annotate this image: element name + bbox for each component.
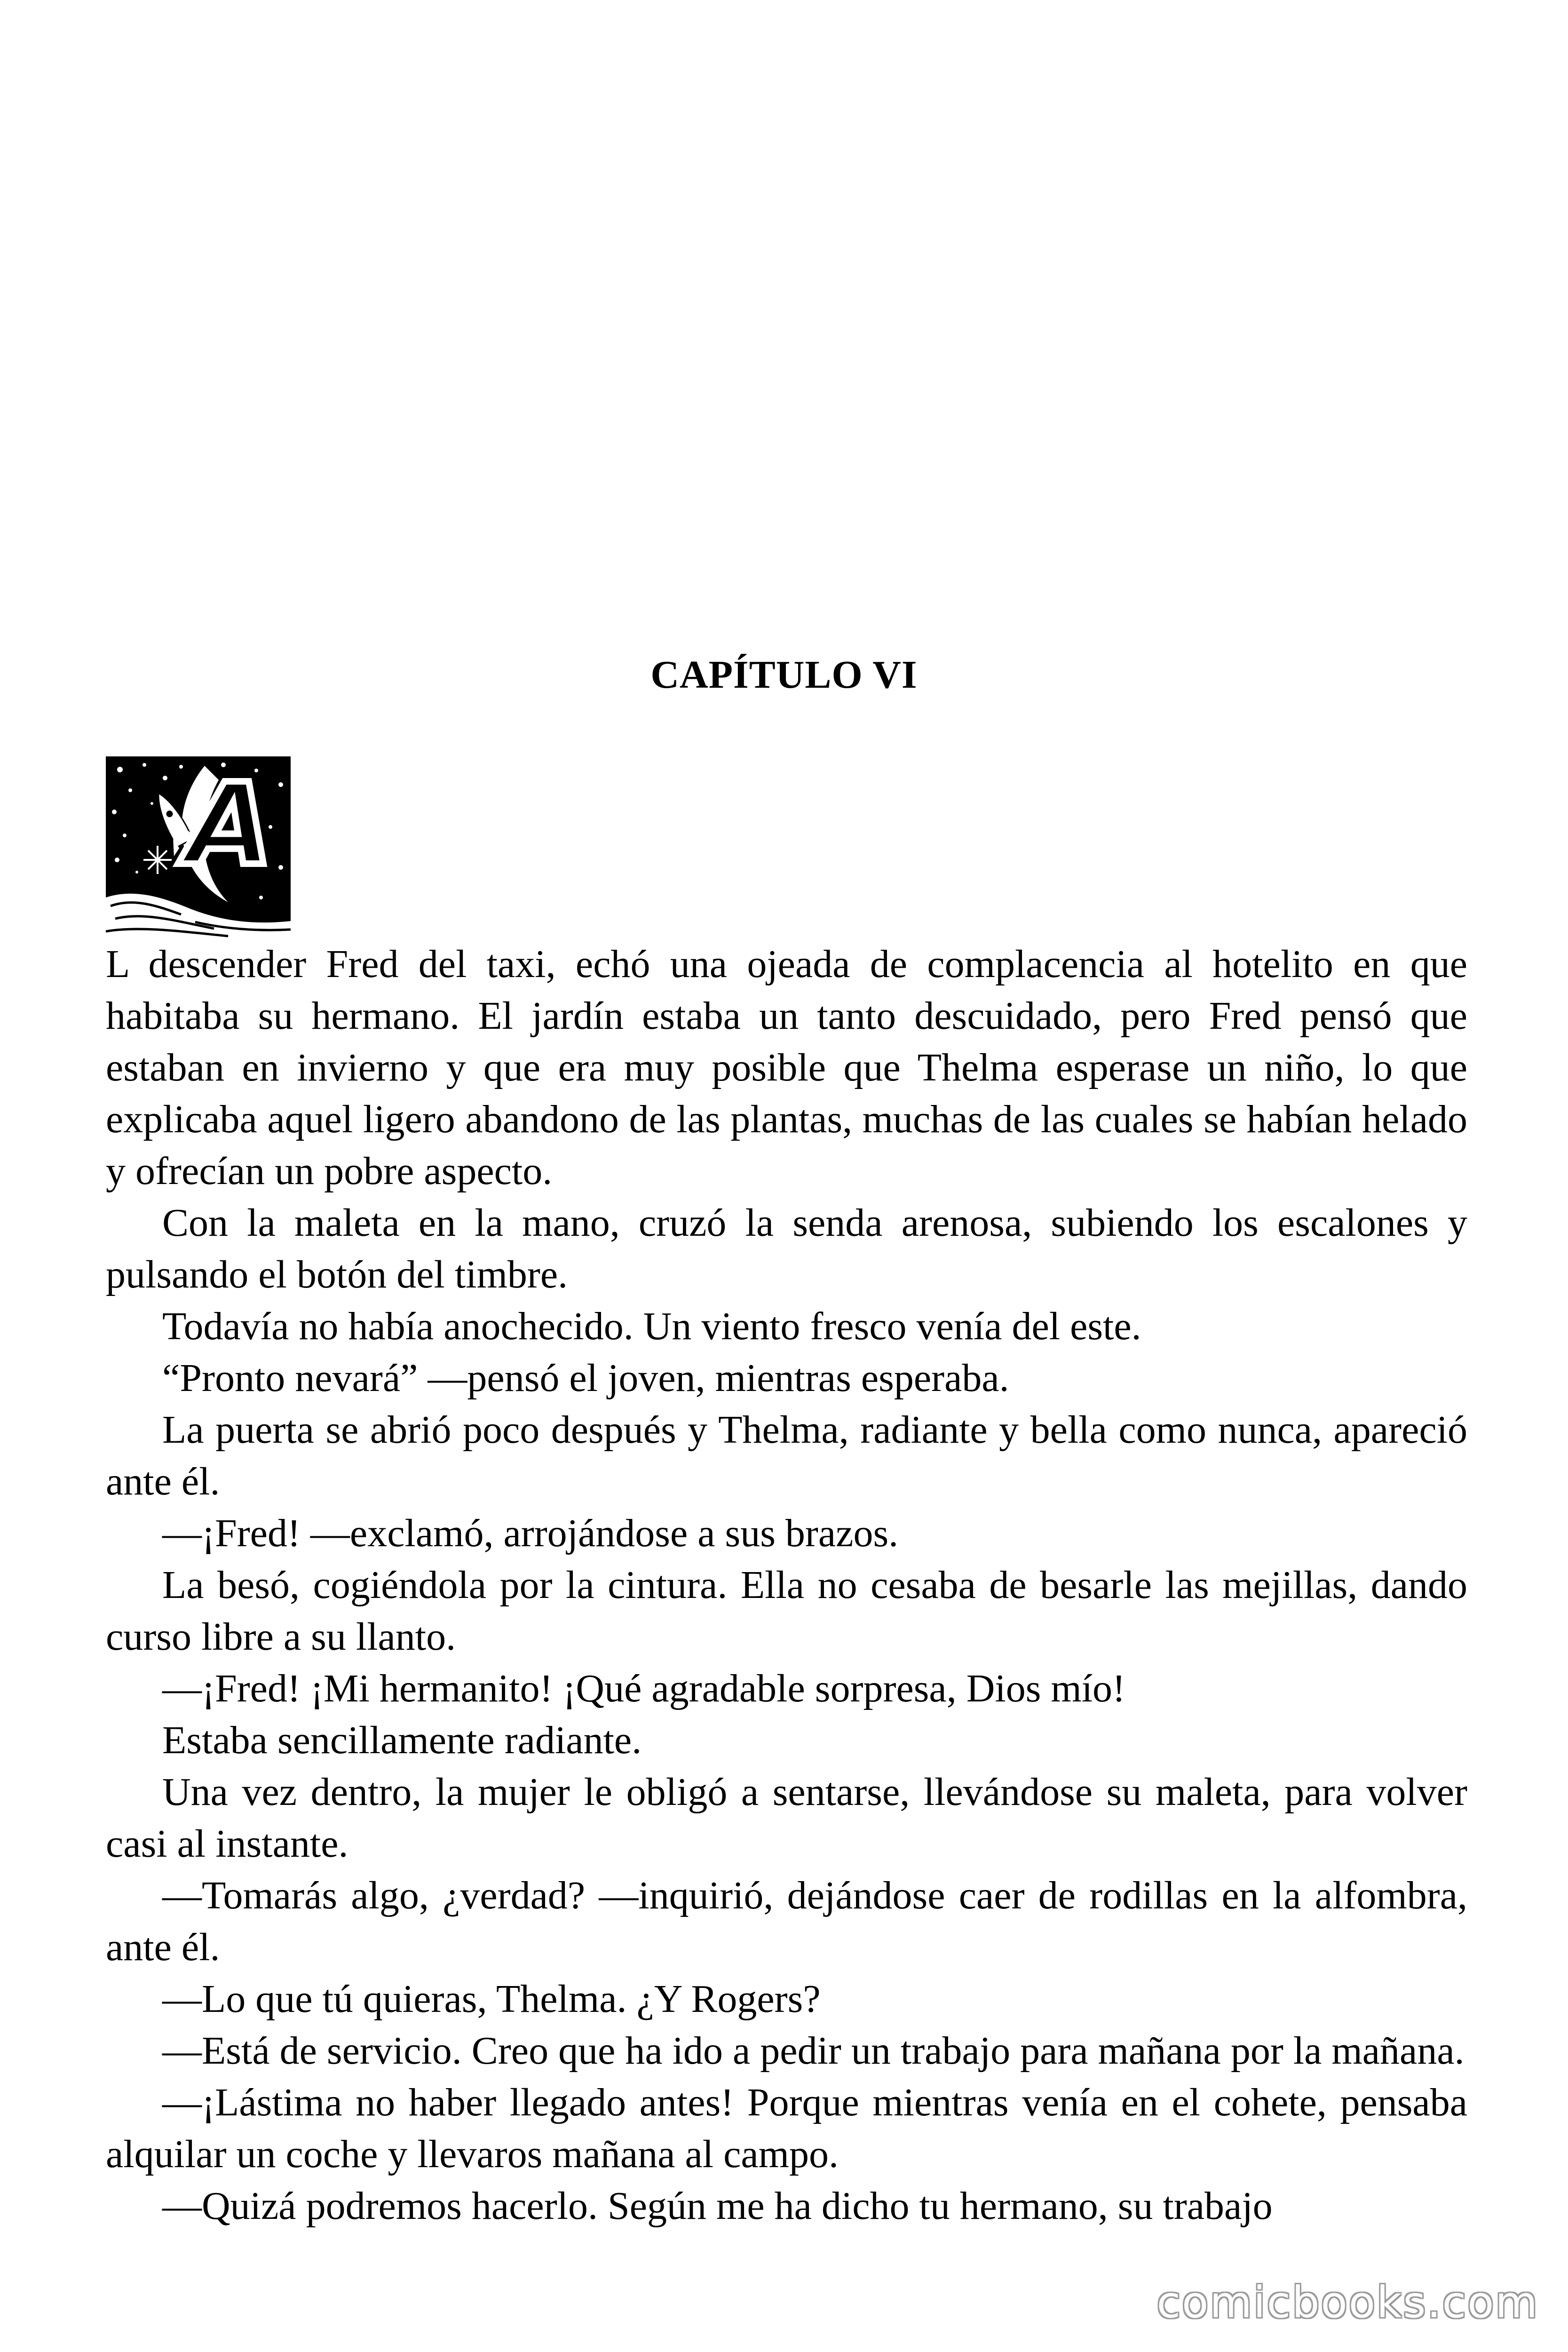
paragraph: —Quizá podremos hacerlo. Según me ha dicho tu hermano, su trabajo <box>162 2184 1273 2228</box>
paragraph: “Pronto nevará” —pensó el joven, mientras esperaba. <box>162 1356 1009 1400</box>
paragraph: —Lo que tú quieras, Thelma. ¿Y Rogers? <box>162 1977 821 2021</box>
paragraph: La puerta se abrió poco después y Thelma, radiante y bella como nunca, apareció ante él. <box>106 1408 1467 1503</box>
paragraph: La besó, cogiéndola por la cintura. Ella no cesaba de besarle las mejillas, dando curso libre a su llanto. <box>106 1563 1467 1659</box>
paragraph: —¡Fred! ¡Mi hermanito! ¡Qué agradable sorpresa, Dios mío! <box>162 1667 1126 1710</box>
paragraph: —Está de servicio. Creo que ha ido a pedir un trabajo para mañana por la mañana. <box>162 2029 1465 2073</box>
paragraph: —Tomarás algo, ¿verdad? —inquirió, dejándose caer de rodillas en la alfombra, ante él. <box>106 1874 1467 1969</box>
paragraph: L descender Fred del taxi, echó una ojeada de complacencia al hotelito en que habitaba su hermano. El jardín estaba un tanto descuidado, pero Fred pensó que estaban en invierno y que era muy posible que Thelma esperase un niño, lo que explicaba aquel ligero abandono de las plantas, muchas de las cuales se habían helado y ofrecían un pobre aspecto. <box>106 942 1467 1193</box>
paragraph: Con la maleta en la mano, cruzó la senda arenosa, subiendo los escalones y pulsando el botón del timbre. <box>106 1201 1467 1296</box>
paragraph: Una vez dentro, la mujer le obligó a sentarse, llevándose su maleta, para volver casi al instante. <box>106 1770 1467 1866</box>
paragraph: —¡Lástima no haber llegado antes! Porque mientras venía en el cohete, pensaba alquilar un coche y llevaros mañana al campo. <box>106 2081 1467 2176</box>
dropcap-illustration <box>106 756 291 938</box>
chapter-title: CAPÍTULO VI <box>650 653 918 697</box>
paragraph: Todavía no había anochecido. Un viento fresco venía del este. <box>162 1304 1141 1348</box>
chapter-body <box>106 938 1467 2232</box>
paragraph: —¡Fred! —exclamó, arrojándose a sus brazos. <box>162 1511 899 1555</box>
dropcap-letter: A <box>185 759 273 890</box>
paragraph: Estaba sencillamente radiante. <box>162 1718 642 1762</box>
watermark: comicbooks.com <box>1156 2277 1539 2328</box>
